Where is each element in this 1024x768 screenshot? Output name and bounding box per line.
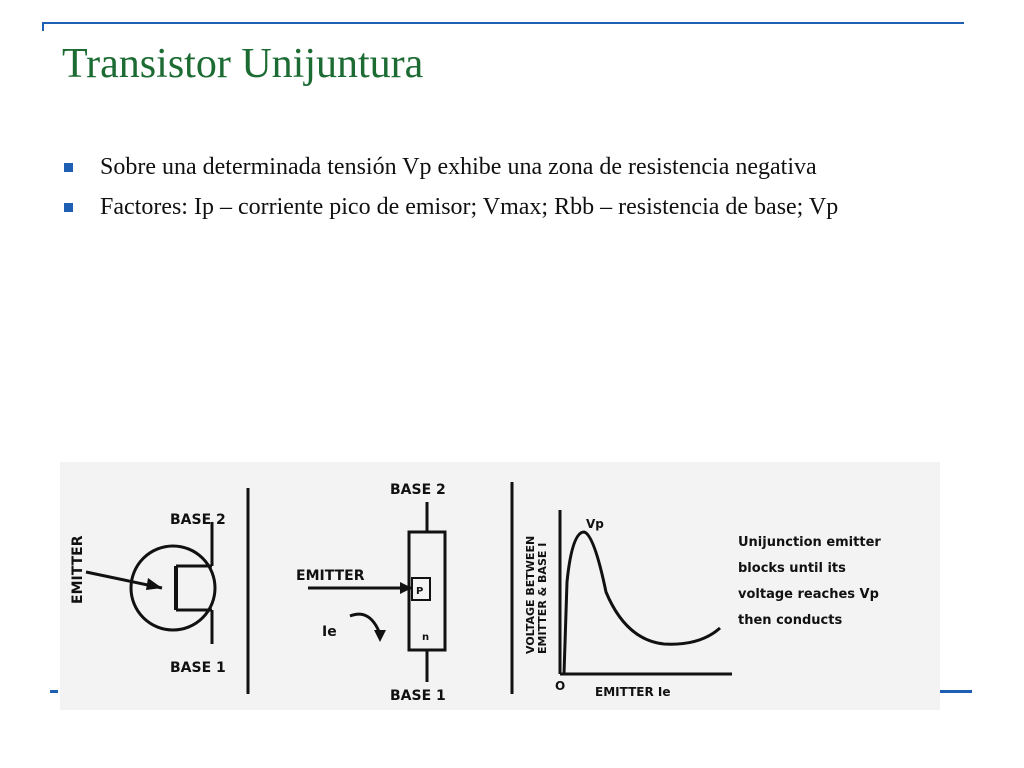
bullet-item bbox=[62, 192, 962, 222]
caption-line: voltage reaches Vp bbox=[738, 587, 879, 602]
structure-n-label: n bbox=[422, 632, 430, 643]
graph-peak-label: Vp bbox=[586, 517, 604, 531]
structure-base2-label: BASE 2 bbox=[390, 482, 446, 498]
graph-ylabel-line2: EMITTER & BASE I bbox=[536, 542, 549, 654]
bullet-square-icon bbox=[64, 163, 73, 172]
graph-ylabel-line1: VOLTAGE BETWEEN bbox=[524, 535, 537, 654]
ujt-figure-svg bbox=[60, 462, 940, 710]
bullet-square-icon bbox=[64, 203, 73, 212]
caption-line: then conducts bbox=[738, 613, 843, 628]
symbol-base1-label: BASE 1 bbox=[170, 660, 226, 676]
structure-emitter-label: EMITTER bbox=[296, 568, 365, 584]
structure-p-label: P bbox=[416, 586, 424, 597]
bottom-rule-right bbox=[940, 690, 972, 693]
top-rule-tick bbox=[42, 22, 44, 31]
caption-line: blocks until its bbox=[738, 561, 846, 576]
caption-line: Unijunction emitter bbox=[738, 535, 881, 550]
bullet-list bbox=[62, 152, 962, 232]
symbol-base2-label: BASE 2 bbox=[170, 512, 226, 528]
graph-xlabel: EMITTER Ie bbox=[595, 685, 671, 699]
bullet-text: Sobre una determinada tensión Vp exhibe una zona de resistencia negativa bbox=[100, 154, 817, 180]
slide-title: Transistor Unijuntura bbox=[62, 41, 424, 87]
structure-current-label: Ie bbox=[322, 624, 337, 640]
top-rule bbox=[42, 22, 964, 24]
structure-base1-label: BASE 1 bbox=[390, 688, 446, 704]
ujt-figure bbox=[60, 462, 940, 710]
symbol-emitter-label: EMITTER bbox=[70, 535, 86, 604]
bottom-rule-left bbox=[50, 690, 58, 693]
bullet-text: Factores: Ip – corriente pico de emisor; Vmax; Rbb – resistencia de base; Vp bbox=[100, 194, 839, 220]
bullet-item bbox=[62, 152, 962, 182]
graph-origin-label: O bbox=[555, 679, 566, 693]
